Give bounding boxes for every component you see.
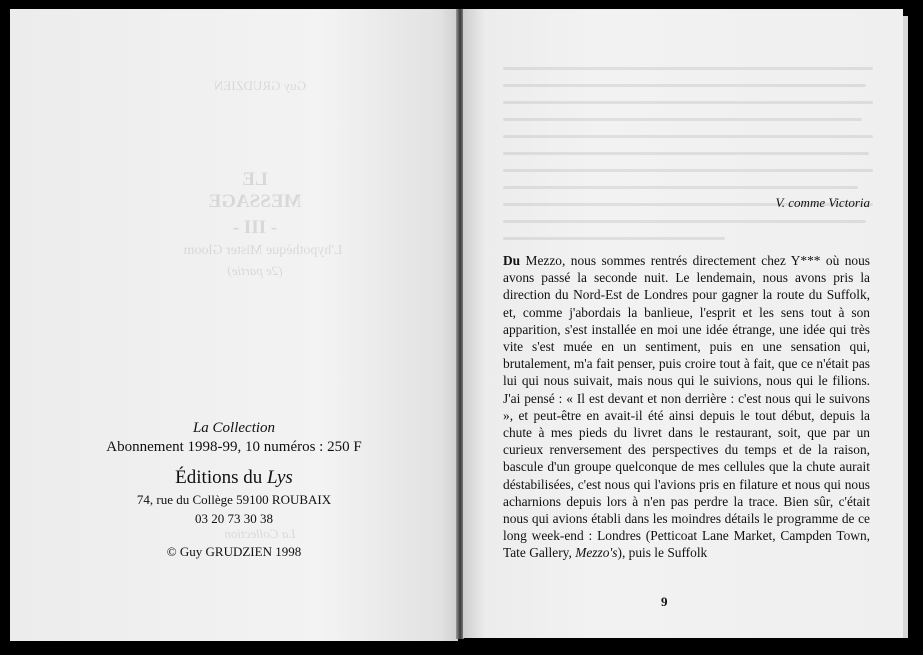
right-page	[463, 9, 903, 638]
paragraph-lead-word: Du	[503, 253, 521, 268]
chapter-heading: V. comme Victoria	[775, 195, 870, 210]
paragraph-text-end: ), puis le Suffolk	[617, 545, 708, 561]
left-page	[10, 9, 458, 641]
bleed-through-collection: La Collection	[224, 526, 296, 541]
bleed-through-subtitle: L'hypothèque Mister Gloom	[183, 243, 343, 258]
publisher-phone: 03 20 73 30 38	[195, 511, 273, 526]
bleed-through-title-line-1: LE	[242, 169, 268, 190]
publisher-prefix: Éditions du	[175, 467, 267, 488]
collection-label: La Collection	[192, 420, 276, 436]
copyright-line: © Guy GRUDZIEN 1998	[166, 544, 302, 559]
bleed-through-part: (2e partie)	[227, 263, 283, 278]
publisher-name	[10, 467, 458, 489]
page-edge	[903, 16, 908, 638]
publisher-lys: Lys	[267, 467, 293, 488]
paragraph-text: Mezzo, nous sommes rentrés directement chez Y*** où nous avons passé la seconde nuit. Le lendemain, nous avons pris la direction du Nord-Est de Londres pour gagner la route du Suffolk, et, comme j'abordais la banlieue, l'esprit et les sens tout à son apparition, s'est installée en moi une idée étrange, une idée qui très vite s'est muée en un sentiment, puis en une sensation qui, brutalement, m'a fait penser, puis croire tout à fait, que ce n'était pas lui qui nous suivait, mais nous qui le suivions, nous qui le filions. J'ai pensé : « Il est devant et non derrière : c'est nous qui le suivons », et peut-être en avait-il été ainsi depuis le tout début, depuis la chute à mes pieds du livret dans le restaurant, soit, que par un curieux renversement des perspectives du temps et de la raison, bascule d'un groupe quelconque de mes cellules que la chute aurait déstabilisées, c'est nous qui l'avions pris en filature et nous qui nous acharnions depuis lors à n'en pas perdre la trace. Bien sûr, c'était nous qui avions établi dans les moindres détails le programme de ce long week-end : Londres (Petticoat Lane Market, Campden Town, Tate Gallery,	[503, 253, 870, 561]
body-paragraph	[503, 252, 870, 562]
bleed-through-text-lines	[503, 67, 873, 254]
bleed-through-title-line-2: MESSAGE	[208, 191, 302, 212]
page-number: 9	[661, 594, 668, 609]
subscription-line: Abonnement 1998-99, 10 numéros : 250 F	[106, 439, 362, 455]
paragraph-italic-place: Mezzo's	[575, 545, 618, 561]
bleed-through-title-line-3: - III -	[232, 217, 278, 238]
bleed-through-author: Guy GRUDZIEN	[213, 78, 307, 93]
publisher-address: 74, rue du Collège 59100 ROUBAIX	[136, 492, 332, 507]
